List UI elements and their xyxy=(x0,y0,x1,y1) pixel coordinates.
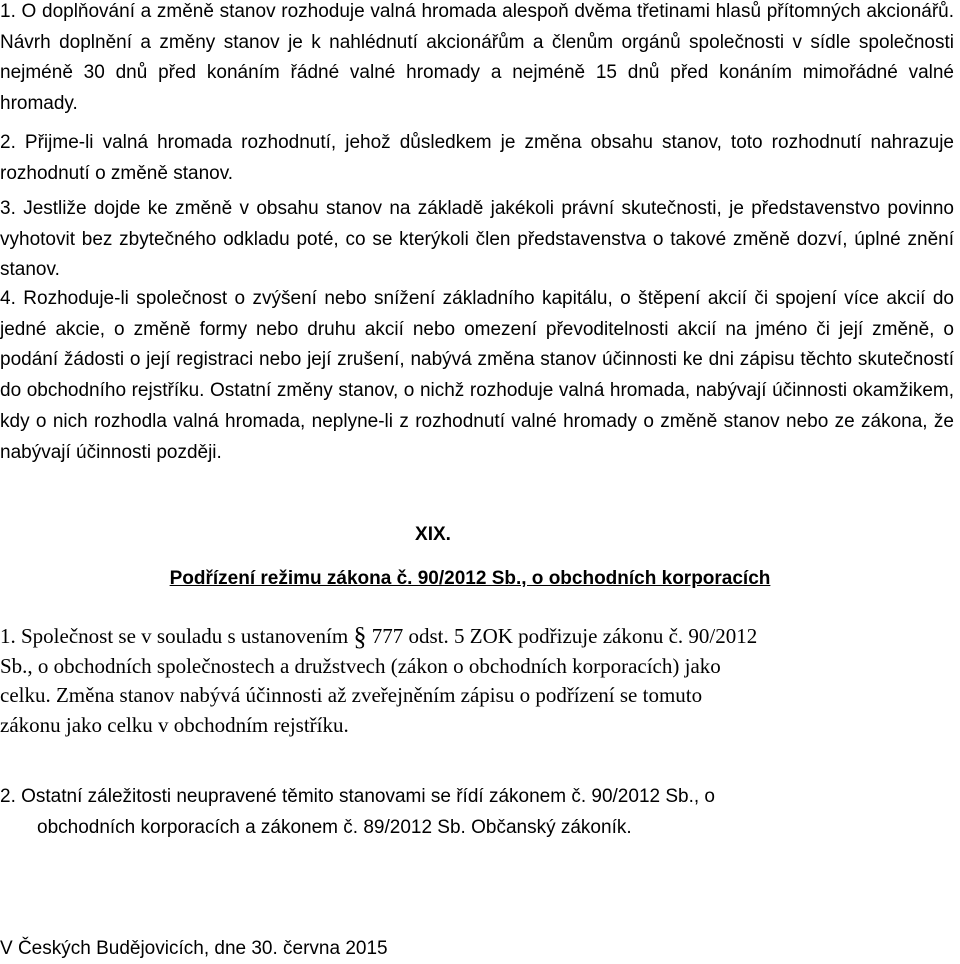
section-paragraph-2-line-1: 2. Ostatní záležitosti neupravené těmito stanovami se řídí zákonem č. 90/2012 Sb., o xyxy=(0,786,715,807)
section-number: XIX. xyxy=(415,524,451,545)
paragraph-text: Přijme-li valná hromada rozhodnutí, jehož důsledkem je změna obsahu stanov, toto rozhodnutí nahrazuje rozhodnutí o změně stanov. xyxy=(0,132,954,184)
section-paragraph-1-line-2: Sb., o obchodních společnostech a družstvech (zákon o obchodních korporacích) jako xyxy=(0,653,721,678)
section-sign-glyph: § xyxy=(353,622,367,651)
paragraph-number: 4. xyxy=(0,288,16,309)
paragraph-3 xyxy=(0,194,954,286)
section-paragraph-2-line-2: obchodních korporacích a zákonem č. 89/2012 Sb. Občanský zákoník. xyxy=(37,816,632,838)
section-paragraph-1 xyxy=(0,622,900,740)
paragraph-number: 3. xyxy=(0,198,16,219)
section-paragraph-1-line-1: 1. Společnost se v souladu s ustanovením § 777 odst. 5 ZOK podřizuje zákonu č. 90/2012 xyxy=(0,622,758,651)
paragraph-2 xyxy=(0,128,954,189)
paragraph-text: O doplňování a změně stanov rozhoduje valná hromada alespoň dvěma třetinami hlasů přítomných akcionářů. Návrh doplnění a změny stanov je k nahlédnutí akcionářům a členům orgánů společnosti v sídle společnosti nejméně 30 dnů před konáním řádné valné hromady a nejméně 15 dnů před konáním mimořádné valné hromady. xyxy=(0,1,955,115)
paragraph-text: Jestliže dojde ke změně v obsahu stanov na základě jakékoli právní skutečnosti, je představenstvo povinno vyhotovit bez zbytečného odkladu poté, co se kterýkoli člen představenstva o takové změně dozví, úplné znění stanov. xyxy=(0,198,954,281)
section-paragraph-2 xyxy=(0,782,900,843)
paragraph-number: 2. xyxy=(0,132,16,153)
section-paragraph-1-line-4: zákonu jako celku v obchodním rejstříku. xyxy=(0,712,349,737)
paragraph-1 xyxy=(0,0,954,120)
paragraph-text: Rozhoduje-li společnost o zvýšení nebo snížení základního kapitálu, o štěpení akcií či spojení více akcií do jedné akcie, o změně formy nebo druhu akcií nebo omezení převoditelnosti akcií na jméno či její změně, o podání žádosti o její registraci nebo její zrušení, nabývá změna stanov účinnosti ke dni zápisu těchto skutečností do obchodního rejstříku. Ostatní změny stanov, o nichž rozhoduje valná hromada, nabývají účinnosti okamžikem, kdy o nich rozhodla valná hromada, neplyne-li z rozhodnutí valné hromady o změně stanov nebo ze zákona, že nabývají účinnosti později. xyxy=(0,288,954,463)
paragraph-number: 1. xyxy=(0,1,16,22)
paragraph-4 xyxy=(0,284,954,468)
section-title: Podřízení režimu zákona č. 90/2012 Sb., o obchodních korporacích xyxy=(169,568,771,589)
place-and-date: V Českých Budějovicích, dne 30. června 2015 xyxy=(0,938,388,959)
section-paragraph-1-line-3: celku. Změna stanov nabývá účinnosti až zveřejněním zápisu o podřízení se tomuto xyxy=(0,683,703,707)
